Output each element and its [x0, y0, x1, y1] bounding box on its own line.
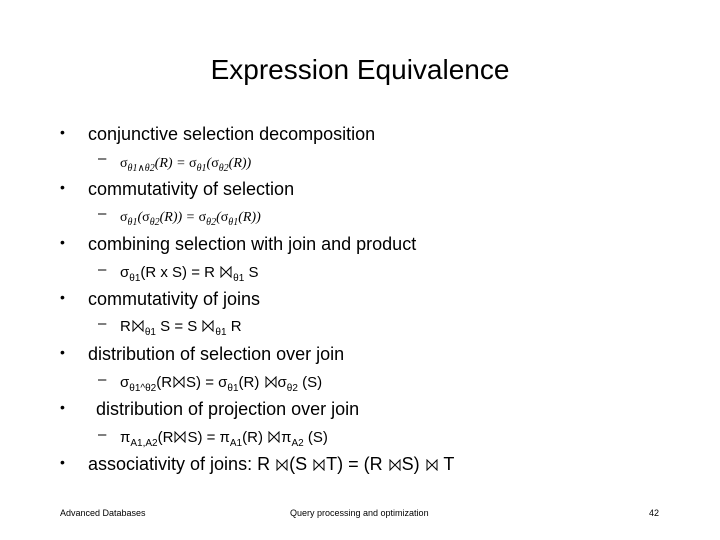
formula-text: R: [120, 318, 131, 335]
join-icon: [276, 459, 288, 471]
item-text: T) = (R: [326, 454, 383, 474]
subscript: θ1: [144, 327, 156, 338]
formula-text: (R)): [238, 210, 261, 225]
formula-text: (R x S) = R: [140, 264, 215, 281]
footer-page-number: 42: [649, 508, 660, 518]
bullet: •: [60, 124, 65, 140]
item-text: (S: [289, 454, 308, 474]
sigma-symbol: σ: [142, 210, 150, 225]
formula-text: (R) =: [154, 156, 190, 171]
sigma-symbol: σ: [120, 156, 128, 171]
sigma-symbol: σ: [198, 210, 207, 225]
theta-symbol: θ: [127, 163, 133, 174]
subscript: A1,A2: [130, 438, 158, 449]
subscript: θ2: [286, 383, 298, 394]
bullet: •: [60, 344, 65, 360]
sub-dash: –: [98, 426, 107, 443]
formula-text: (S): [307, 429, 328, 446]
theta-symbol: θ: [206, 217, 212, 228]
subscript: 2: [211, 217, 217, 228]
subscript: 1: [233, 217, 239, 228]
subscript: θ1: [233, 273, 245, 284]
formula-text: π: [281, 429, 292, 446]
sigma-symbol: σ: [120, 210, 128, 225]
subscript: θ1: [227, 383, 239, 394]
item-text: S): [401, 454, 420, 474]
formula-commutativity-selection: [120, 206, 261, 235]
formula-text: π: [120, 429, 131, 446]
item-text: associativity of joins: R: [88, 454, 271, 474]
sub-dash: –: [98, 205, 107, 222]
formula-text: S: [248, 264, 259, 281]
formula-commutativity-joins: [120, 315, 242, 345]
bullet: •: [60, 399, 65, 415]
join-icon: [132, 320, 144, 332]
bullet: •: [60, 289, 65, 305]
bullet: •: [60, 179, 65, 195]
bullet: •: [60, 454, 65, 470]
footer-left: Advanced Databases: [60, 508, 146, 518]
subscript: A2: [291, 438, 304, 449]
sub-dash: –: [98, 371, 107, 388]
and-symbol: ∧: [137, 163, 145, 174]
subscript: 2: [154, 217, 160, 228]
theta-symbol: θ: [149, 217, 155, 228]
formula-text: R: [230, 318, 242, 335]
formula-text: (R)) =: [159, 210, 199, 225]
slide-title: Expression Equivalence: [210, 54, 510, 85]
join-icon: [426, 459, 438, 471]
formula-text: σ: [120, 374, 130, 391]
sigma-symbol: σ: [220, 210, 229, 225]
subscript: 1: [132, 163, 138, 174]
formula-text: (R): [238, 374, 260, 391]
join-icon: [202, 320, 214, 332]
join-icon: [268, 431, 280, 443]
formula-text: (: [206, 156, 212, 171]
theta-symbol: θ: [196, 163, 202, 174]
formula-text: (: [216, 210, 221, 225]
formula-text: (S): [302, 374, 323, 391]
subscript: θ1^θ2: [129, 383, 157, 394]
subscript: A1: [229, 438, 243, 449]
join-icon: [265, 376, 277, 388]
sigma-symbol: σ: [211, 156, 219, 171]
subscript: 1: [132, 217, 138, 228]
theta-symbol: θ: [127, 217, 133, 228]
subscript: θ1: [215, 327, 227, 338]
join-icon: [313, 459, 325, 471]
formula-text: (R)): [228, 156, 252, 171]
sub-dash: –: [98, 150, 107, 167]
sigma-symbol: σ: [189, 156, 197, 171]
formula-text: σ: [277, 374, 287, 391]
subscript: 2: [223, 163, 229, 174]
item-associativity-joins: [88, 452, 454, 476]
formula-text: S) = σ: [186, 374, 228, 391]
item-conjunctive-selection: conjunctive selection decomposition: [88, 124, 376, 144]
formula-text: (R: [156, 374, 173, 391]
formula-text: (R): [242, 429, 263, 446]
join-icon: [389, 459, 401, 471]
join-icon: [173, 376, 185, 388]
sub-dash: –: [98, 315, 107, 332]
item-commutativity-joins: commutativity of joins: [88, 289, 261, 309]
item-selection-join-product: combining selection with join and product: [88, 234, 417, 254]
formula-text: (: [137, 210, 143, 225]
theta-symbol: θ: [144, 163, 150, 174]
item-text: T: [443, 454, 455, 474]
item-selection-over-join: distribution of selection over join: [88, 344, 345, 364]
subscript: θ1: [129, 273, 141, 284]
theta-symbol: θ: [218, 163, 224, 174]
item-commutativity-selection: commutativity of selection: [88, 179, 295, 199]
sub-dash: –: [98, 261, 107, 278]
formula-text: (R: [157, 429, 174, 446]
formula-text: S = S: [160, 318, 198, 335]
bullet: •: [60, 234, 65, 250]
footer-center: Query processing and optimization: [290, 508, 429, 518]
join-icon: [174, 431, 186, 443]
subscript: 2: [149, 163, 155, 174]
theta-symbol: θ: [228, 217, 234, 228]
formula-text: S) = π: [187, 429, 230, 446]
join-icon: [220, 266, 232, 278]
subscript: 1: [201, 163, 207, 174]
formula-text: σ: [120, 264, 130, 281]
item-projection-over-join: distribution of projection over join: [96, 399, 360, 419]
